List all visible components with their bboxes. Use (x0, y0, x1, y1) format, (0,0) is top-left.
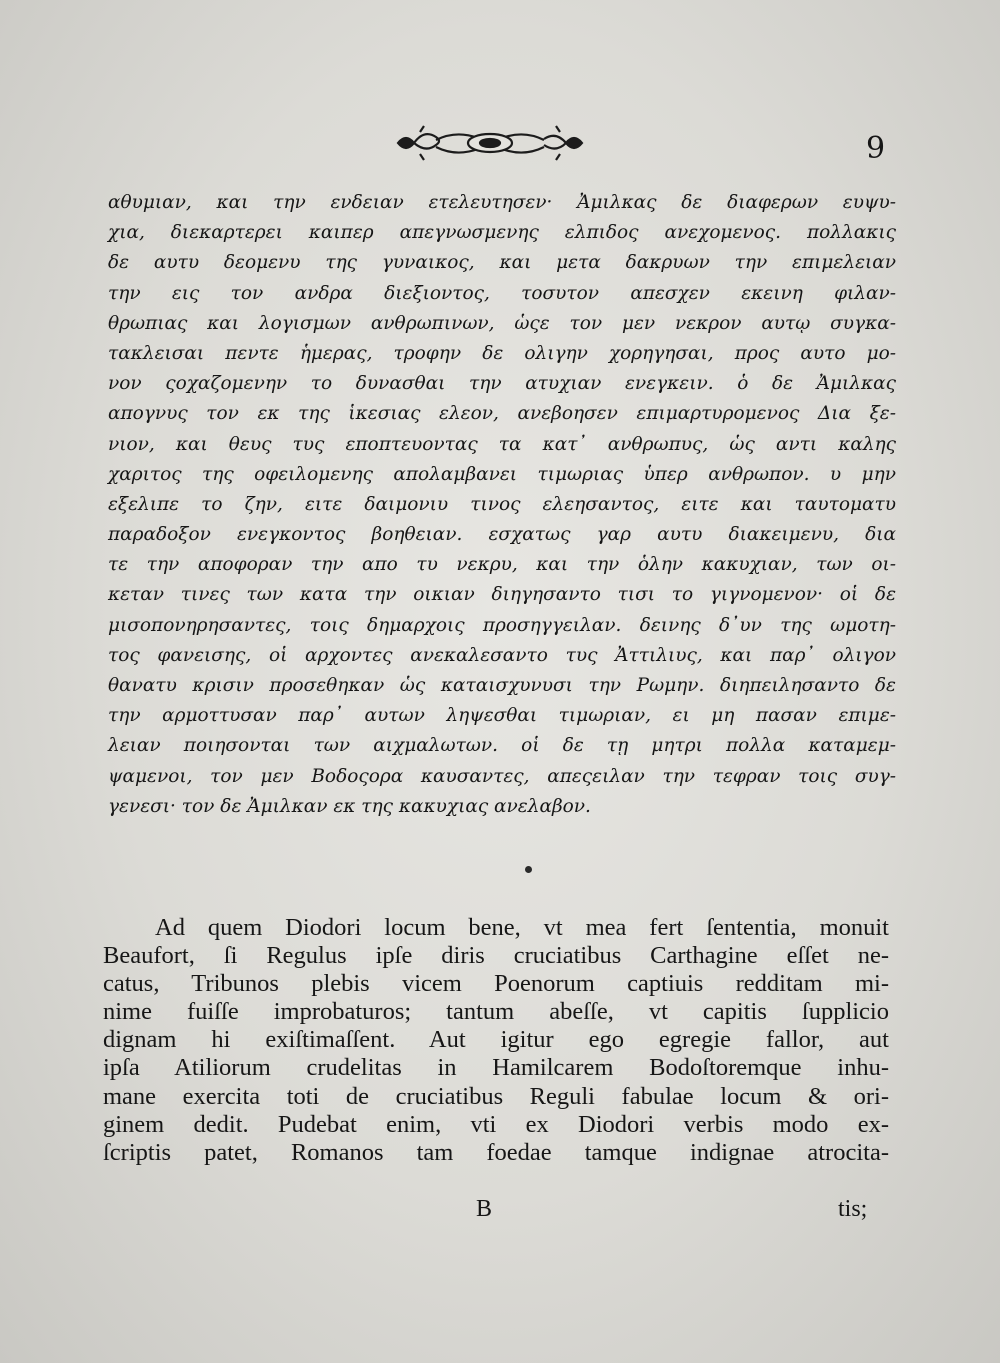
greek-line: ψαμενοι, τον μεν Βοδοςορα καυσαντες, απεςειλαν την τεφραν τοις συγ- (108, 765, 896, 787)
latin-line: nime fuiſſe improbaturos; tantum abeſſe, vt capitis ſupplicio (103, 998, 889, 1026)
greek-line: αθυμιαν, και την ενδειαν ετελευτησεν· Ἀμιλκας δε διαφερων ευψυ- (108, 192, 896, 213)
greek-line: την αρμοττυσαν παρ᾽ αυτων ληψεσθαι τιμωριαν, ει μη πασαν επιμε- (108, 705, 896, 727)
signature-mark: B (476, 1196, 493, 1222)
latin-line: ſcriptis patet, Romanos tam foedae tamque indignae atrocita- (103, 1138, 889, 1166)
greek-line: νον ςοχαζομενην το δυνασθαι την ατυχιαν ενεγκειν. ὁ δε Ἀμιλκας (108, 373, 896, 395)
greek-quotation (108, 188, 896, 822)
greek-line: παραδοξον ενεγκοντος βοηθειαν. εσχατως γαρ αυτυ διακειμενυ, δια (108, 524, 896, 546)
stray-mark (525, 866, 532, 873)
latin-line: dignam hi exiſtimaſſent. Aut igitur ego egregie fallor, aut (103, 1026, 889, 1054)
greek-line: γενεσι· τον δε Ἀμιλκαν εκ της κακυχιας ανελαβον. (108, 795, 591, 817)
latin-line: ipſa Atiliorum crudelitas in Hamilcarem Bodoſtoremque inhu- (103, 1054, 889, 1082)
greek-line: τακλεισαι πεντε ἡμερας, τροφην δε ολιγην χορηγησαι, προς αυτο μο- (108, 342, 896, 364)
latin-line: Beaufort, ſi Regulus ipſe diris cruciatibus Carthagine eſſet ne- (103, 942, 889, 970)
greek-line: κεταν τινες των κατα την οικιαν διηγησαντο τισι το γιγνομενον· οἱ δε (108, 584, 896, 606)
greek-line: δε αυτυ δεομενυ της γυναικος, και μετα δακρυων την επιμελειαν (108, 252, 896, 274)
greek-line: χαριτος της οφειλομενης απολαμβανει τιμωριας ὑπερ ανθρωπον. υ μην (108, 463, 896, 485)
head-ornament (390, 118, 590, 168)
greek-line: την εις τον ανδρα διεξιοντος, τοσυτον απεσχεν εκεινη φιλαν- (108, 282, 896, 304)
page-number: 9 (866, 131, 886, 166)
greek-line: θανατυ κρισιν προσεθηκαν ὡς καταισχυνυσι την Ρωμην. διηπειλησαντο δε (108, 675, 896, 696)
latin-line: Ad quem Diodori locum bene, vt mea fert ſententia, monuit (155, 914, 889, 941)
greek-line: μισοπονηρησαντες, τοις δημαρχοις προσηγγειλαν. δεινης δ᾽υν της ωμοτη- (108, 614, 896, 636)
greek-line: εξελιπε το ζην, ειτε δαιμονιυ τινος ελεησαντος, ειτε και ταυτοματυ (108, 493, 896, 515)
catchword: tis; (838, 1196, 868, 1222)
greek-line: νιον, και θευς τυς εποπτευοντας τα κατ᾽ ανθρωπυς, ὡς αντι καλης (108, 433, 896, 455)
greek-line: τος φανεισης, οἱ αρχοντες ανεκαλεσαντο τυς Ἀττιλιυς, και παρ᾽ ολιγον (108, 644, 896, 666)
greek-line: λειαν ποιησονται των αιχμαλωτων. οἱ δε τῃ μητρι πολλα καταμεμ- (108, 735, 896, 757)
greek-line: χια, διεκαρτερει καιπερ απεγνωσμενης ελπιδος ανεχομενος. πολλακις (108, 222, 896, 244)
greek-line: θρωπιας και λογισμων ανθρωπινων, ὡςε τον μεν νεκρον αυτῳ συγκα- (108, 312, 896, 334)
latin-line: ginem dedit. Pudebat enim, vti ex Diodori verbis modo ex- (103, 1110, 889, 1138)
latin-paragraph (103, 914, 889, 1167)
greek-line: απογνυς τον εκ της ἱκεσιας ελεον, ανεβοησεν επιμαρτυρομενος Δια ξε- (108, 403, 896, 425)
latin-line: mane exercita toti de cruciatibus Reguli fabulae locum & ori- (103, 1082, 889, 1110)
latin-line: catus, Tribunos plebis vicem Poenorum captiuis redditam mi- (103, 970, 889, 998)
greek-line: τε την αποφοραν την απο τυ νεκρυ, και την ὁλην κακυχιαν, των οι- (108, 554, 896, 576)
